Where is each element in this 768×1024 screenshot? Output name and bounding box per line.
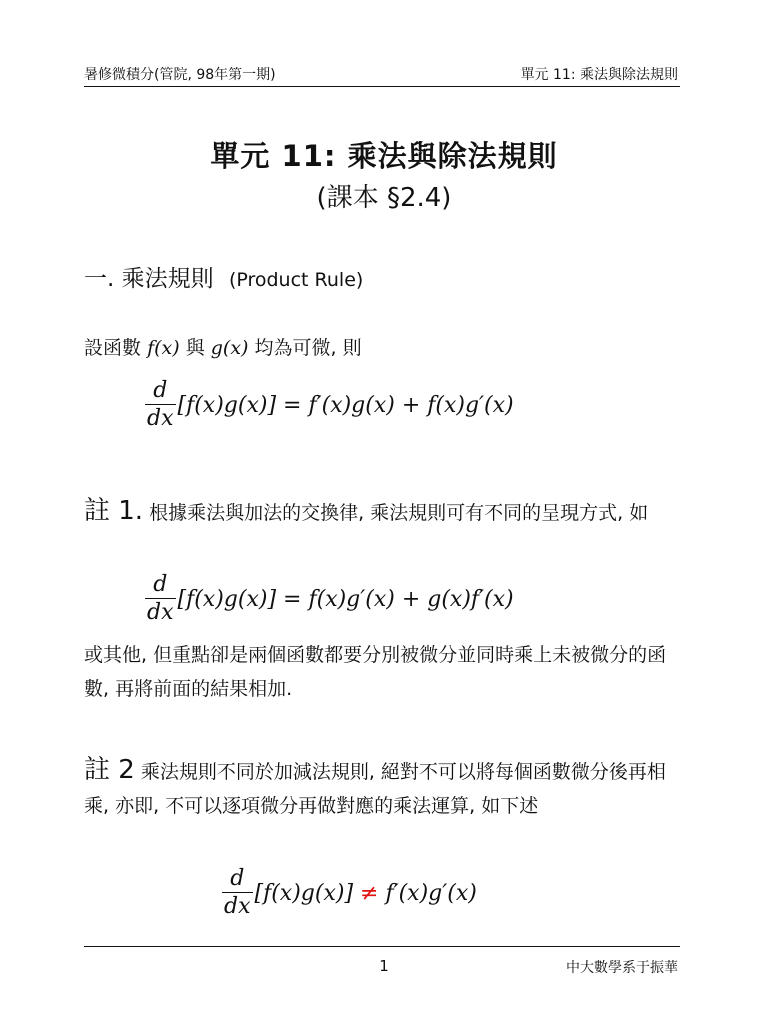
not-equal-sign: ≠ [360,881,379,906]
note-1-label: 註 1. [84,496,144,526]
section-title-english: (Product Rule) [228,269,364,291]
product-rule-alt-equation [145,572,514,627]
section-title: 乘法規則 [121,266,214,292]
running-header-left: 暑修微積分(管院, 98年第一期) [84,67,276,83]
note-2-text: 乘法規則不同於加減法規則, 絕對不可以將每個函數微分後再相乘, 亦即, 不可以逐項微分再做對應的乘法運算, 如下述 [84,761,666,817]
equation-lhs: [f(x)g(x)] [254,881,361,906]
section-number: 一. [84,266,115,292]
note-2 [84,753,680,823]
equation-rhs: f(x)g′(x) + g(x)f′(x) [308,587,514,612]
header-rule [84,86,680,87]
derivative-operator: $\frac{d}{dx}$ [224,866,251,919]
note-1-text: 根據乘法與加法的交換律, 乘法規則可有不同的呈現方式, 如 [149,502,649,524]
intro-paragraph [84,331,680,365]
equation-lhs: [f(x)g(x)] = [177,587,309,612]
product-rule-wrong-equation [222,866,477,921]
intro-suffix: 均為可微, 則 [254,337,362,359]
equation-rhs: f′(x)g(x) + f(x)g′(x) [308,393,514,418]
note-1 [84,494,680,530]
footer-author: 中大數學系于振華 [566,960,678,976]
page-subtitle: (課本 §2.4) [316,183,452,213]
equation-rhs: f′(x)g′(x) [378,881,477,906]
footer-rule [84,946,680,947]
derivative-operator: $\frac{d}{dx}$ [147,572,174,625]
note-2-label: 註 2 [84,755,135,785]
derivative-operator: $\frac{d}{dx}$ [147,378,174,431]
page-number: 1 [379,957,389,975]
function-g: g(x) [210,337,249,359]
product-rule-equation [145,378,514,433]
note-1-continuation: 或其他, 但重點卻是兩個函數都要分別被微分並同時乘上未被微分的函數, 再將前面的結果相加. [84,644,667,700]
intro-and: 與 [185,337,205,359]
section-heading [84,260,363,293]
intro-prefix: 設函數 [84,337,142,359]
equation-lhs: [f(x)g(x)] = [177,393,309,418]
running-header-right: 單元 11: 乘法與除法規則 [520,67,678,83]
page-title: 單元 11: 乘法與除法規則 [210,139,558,173]
function-f: f(x) [147,337,180,359]
